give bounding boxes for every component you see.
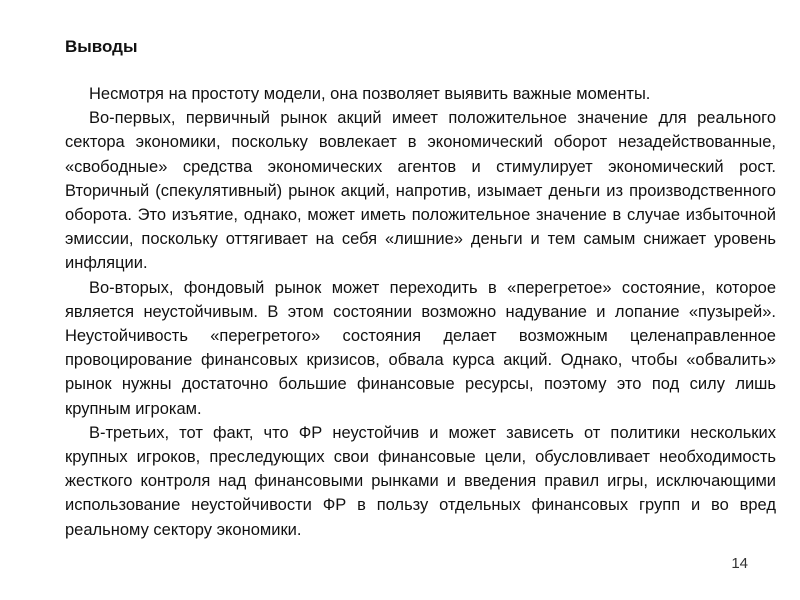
third-point-paragraph: В-третьих, тот факт, что ФР неустойчив и может зависеть от политики нескольких крупных игроков, преследующих свои финансовые цели, обусловливает необходимость жесткого контроля над финансовыми рынками и введения правил игры, исключающими использование неустойчивости ФР в пользу отдельных финансовых групп и во вред реальному сектору экономики. — [65, 423, 776, 539]
intro-paragraph: Несмотря на простоту модели, она позволяет выявить важные моменты. — [89, 85, 651, 103]
first-point-paragraph: Во-первых, первичный рынок акций имеет положительное значение для реального сектора экономики, поскольку вовлекает в экономический оборот незадействованные, «свободные» средства экономических агентов и стимулирует экономический рост. Вторичный (спекулятивный) рынок акций, напротив, изымает деньги из производственного оборота. Это изъятие, однако, может иметь положительное значение в случае избыточной эмиссии, поскольку оттягивает на себя «лишние» деньги и тем самым снижает уровень инфляции. — [65, 109, 776, 273]
page-number: 14 — [731, 555, 748, 572]
second-point-paragraph: Во-вторых, фондовый рынок может переходить в «перегретое» состояние, которое является неустойчивым. В этом состоянии возможно надувание и лопание «пузырей». Неустойчивость «перегретого» состояния делает возможным целенаправленное провоцирование финансовых кризисов, обвала курса акций. Однако, чтобы «обвалить» рынок нужны достаточно большие финансовые ресурсы, поэтому это под силу лишь крупным игрокам. — [65, 278, 776, 418]
slide-heading: Выводы — [65, 37, 138, 56]
slide-body — [65, 82, 776, 542]
